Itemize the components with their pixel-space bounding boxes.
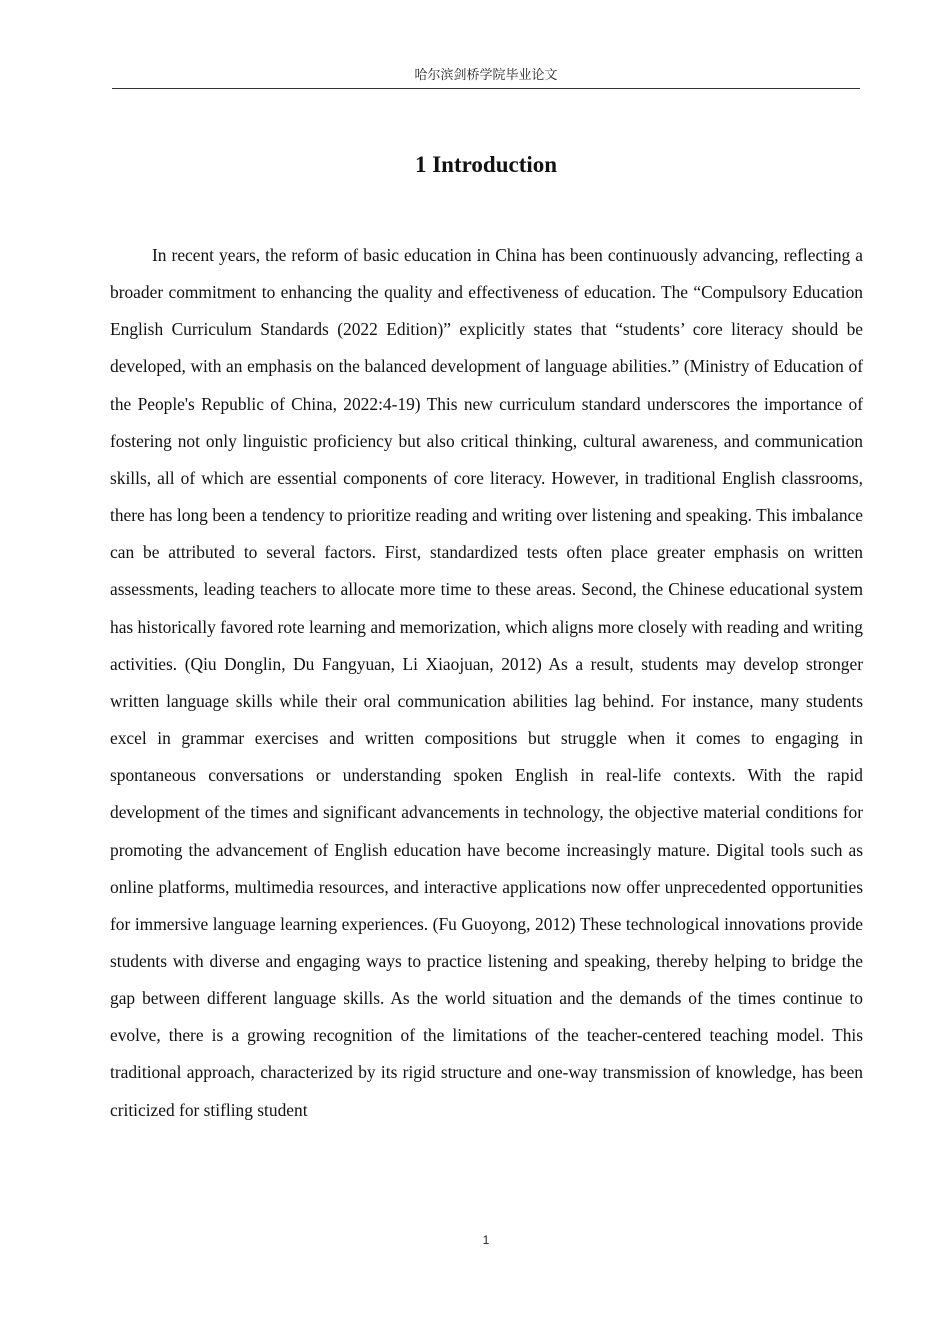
body-paragraph: In recent years, the reform of basic education in China has been continuously advancing, reflecting a broader commitment to enhancing the quality and effectiveness of education. The “Compulsory Education English Curriculum Standards (2022 Edition)” explicitly states that “students’ core literacy should be developed, with an emphasis on the balanced development of language abilities.” (Ministry of Education of the People's Republic of China, 2022:4-19) This new curriculum standard underscores the importance of fostering not only linguistic proficiency but also critical thinking, cultural awareness, and communication skills, all of which are essential components of core literacy. However, in traditional English classrooms, there has long been a tendency to prioritize reading and writing over listening and speaking. This imbalance can be attributed to several factors. First, standardized tests often place greater emphasis on written assessments, leading teachers to allocate more time to these areas. Second, the Chinese educational system has historically favored rote learning and memorization, which aligns more closely with reading and writing activities. (Qiu Donglin, Du Fangyuan, Li Xiaojuan, 2012) As a result, students may develop stronger written language skills while their oral communication abilities lag behind. For instance, many students excel in grammar exercises and written compositions but struggle when it comes to engaging in spontaneous conversations or understanding spoken English in real-life contexts. With the rapid development of the times and significant advancements in technology, the objective material conditions for promoting the advancement of English education have become increasingly mature. Digital tools such as online platforms, multimedia resources, and interactive applications now offer unprecedented opportunities for immersive language learning experiences. (Fu Guoyong, 2012) These technological innovations provide students with diverse and engaging ways to practice listening and speaking, thereby helping to bridge the gap between different language skills. As the world situation and the demands of the times continue to evolve, there is a growing recognition of the limitations of the teacher-centered teaching model. This traditional approach, characterized by its rigid structure and one-way transmission of knowledge, has been criticized for stifling student: [110, 245, 863, 1120]
page-header: 哈尔滨剑桥学院毕业论文: [414, 68, 558, 83]
header-divider: [112, 88, 860, 89]
page-number: 1: [482, 1233, 490, 1247]
chapter-title: 1 Introduction: [414, 152, 558, 177]
